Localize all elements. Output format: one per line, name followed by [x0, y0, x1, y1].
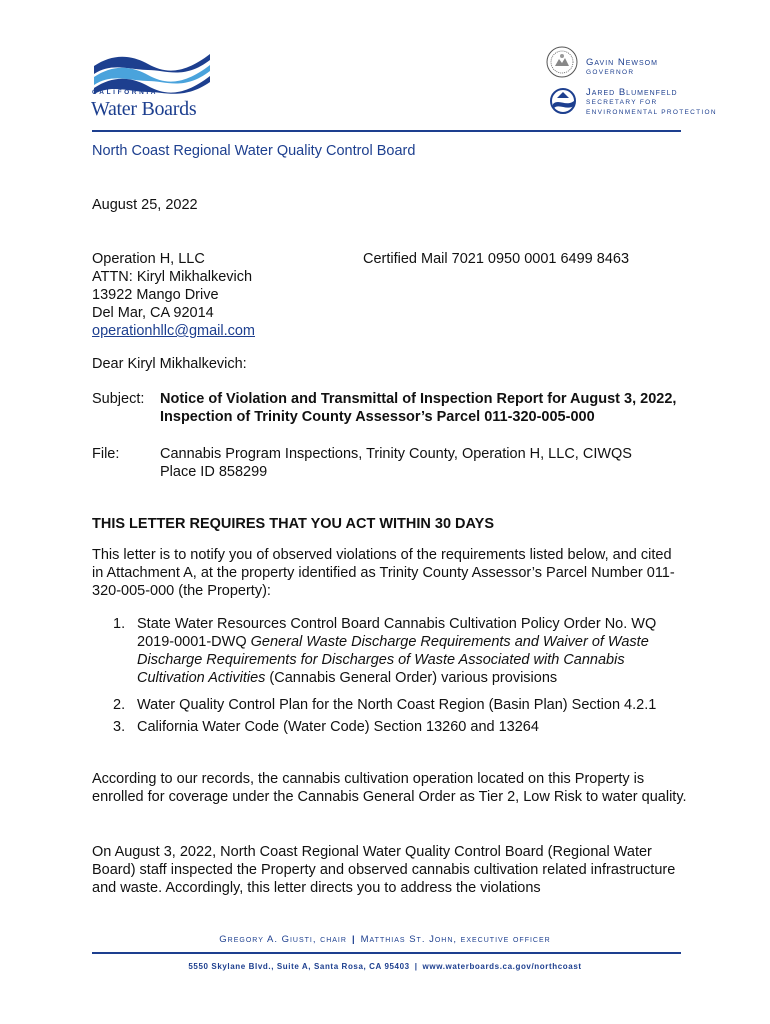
header-divider — [92, 130, 681, 132]
recipient-address — [92, 250, 255, 340]
footer-address: 5550 Skylane Blvd., Suite A, Santa Rosa, CA 95403 — [188, 962, 410, 971]
salutation: Dear Kiryl Mikhalkevich: — [92, 356, 247, 372]
list-item — [113, 718, 683, 736]
governor-block — [586, 58, 658, 78]
subject-text: Notice of Violation and Transmittal of Inspection Report for August 3, 2022, Inspection of Trinity County Assessor’s Parcel 011-320-005-000 — [160, 391, 677, 425]
recipient-attn: ATTN: Kiryl Mikhalkevich — [92, 269, 253, 285]
list-item — [113, 615, 683, 687]
governor-title: GOVERNOR — [586, 69, 635, 76]
file-text: Cannabis Program Inspections, Trinity County, Operation H, LLC, CIWQS Place ID 858299 — [160, 446, 632, 480]
recipient-company: Operation H, LLC — [92, 251, 205, 267]
footer-separator: | — [414, 962, 418, 971]
recipient-email-link[interactable]: operationhllc@gmail.com — [92, 323, 256, 339]
footer-officials — [0, 934, 770, 945]
paragraph-notice: This letter is to notify you of observed violations of the requirements listed below, and cited in Attachment A, at the property identified as Trinity County Assessor’s Parcel Number 011-320-005-000 (the Property): — [92, 547, 675, 599]
recipient-city: Del Mar, CA 92014 — [92, 305, 214, 321]
list-item-text: State Water Resources Control Board Cannabis Cultivation Policy Order No. WQ 2019-0001-DWQ — [137, 616, 657, 650]
subject-label: Subject: — [92, 391, 145, 407]
list-number: 3. — [113, 719, 126, 735]
list-item — [113, 696, 683, 714]
requirement-heading: THIS LETTER REQUIRES THAT YOU ACT WITHIN 30 DAYS — [92, 516, 495, 532]
list-item-text: Water Quality Control Plan for the North Coast Region (Basin Plan) Section 4.2.1 — [137, 697, 657, 713]
paragraph-enrollment: According to our records, the cannabis cultivation operation located on this Property is enrolled for coverage under the Cannabis General Order as Tier 2, Low Risk to water quality. — [92, 771, 687, 805]
footer-contact — [0, 962, 770, 971]
footer-website-link[interactable]: www.waterboards.ca.gov/northcoast — [422, 962, 582, 971]
board-name: North Coast Regional Water Quality Control Board — [92, 143, 416, 159]
list-number: 1. — [113, 616, 126, 632]
california-seal-icon — [546, 46, 578, 78]
governor-name: Gavin Newsom — [586, 57, 658, 68]
footer-divider — [92, 952, 681, 954]
recipient-street: 13922 Mango Drive — [92, 287, 219, 303]
file-label: File: — [92, 446, 120, 462]
footer-officer: Matthias St. John, executive officer — [360, 934, 551, 945]
footer-separator: | — [351, 934, 356, 945]
secretary-name: Jared Blumenfeld — [586, 87, 678, 98]
list-number: 2. — [113, 697, 126, 713]
list-item-italic: General Waste Discharge Requirements and Waiver of Waste Discharge Requirements for Discharges of Waste Associated with Cannabis Cultivation Activities — [137, 634, 649, 686]
footer-chair: Gregory A. Giusti, chair — [219, 934, 347, 945]
violations-list — [113, 615, 683, 736]
paragraph-inspection: On August 3, 2022, North Coast Regional Water Quality Control Board (Regional Water Board) staff inspected the Property and observed cannabis cultivation related infrastructure and waste. Accordingly, this letter directs you to address the violations — [92, 844, 676, 896]
list-item-suffix: (Cannabis General Order) various provisions — [265, 670, 558, 686]
logo-state-label: CALIFORNIA — [92, 89, 159, 96]
letter-date: August 25, 2022 — [92, 197, 198, 213]
logo-title: Water Boards — [91, 98, 197, 120]
certified-mail-number: Certified Mail 7021 0950 0001 6499 8463 — [363, 251, 630, 267]
list-item-text: California Water Code (Water Code) Section 13260 and 13264 — [137, 719, 539, 735]
secretary-block — [586, 88, 717, 118]
secretary-title-line2: ENVIRONMENTAL PROTECTION — [586, 109, 717, 116]
secretary-title-line1: SECRETARY FOR — [586, 99, 658, 106]
calepa-logo-icon — [549, 88, 577, 114]
